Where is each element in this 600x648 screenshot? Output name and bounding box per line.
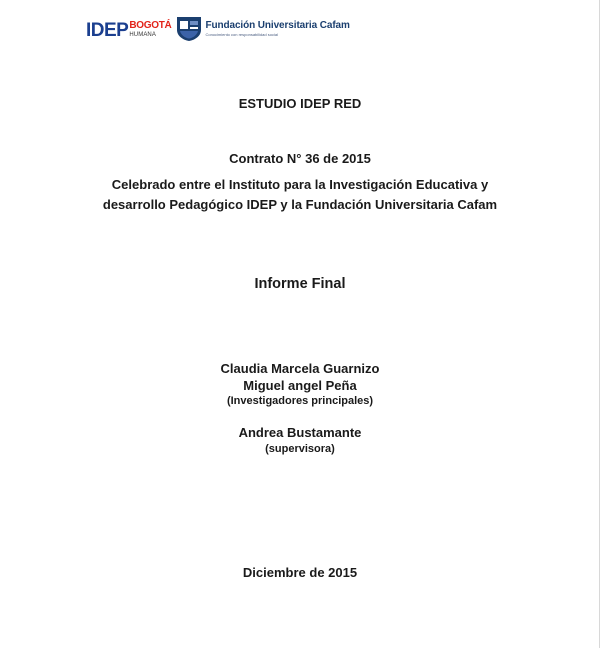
cafam-logo-tagline: Conocimiento con responsabilidad social (205, 32, 278, 37)
cafam-logo-name: Fundación Universitaria Cafam (205, 20, 350, 31)
cafam-logo (175, 14, 349, 44)
humana-logo-word: HUMANA (129, 32, 156, 38)
report-title: Informe Final (254, 276, 346, 292)
contract-number: Contrato N° 36 de 2015 (229, 151, 371, 166)
authors-role: (Investigadores principales) (226, 395, 374, 407)
idep-bogota-logo (86, 14, 171, 44)
supervisor-role: (supervisora) (265, 443, 335, 455)
author-name: Miguel angel Peña (243, 378, 357, 393)
document-date: Diciembre de 2015 (242, 565, 358, 580)
agreement-line-1: Celebrado entre el Instituto para la Investigación Educativa y (111, 177, 489, 192)
idep-logo-word: IDEP (86, 19, 129, 41)
supervisor-name: Andrea Bustamante (238, 425, 362, 440)
agreement-line-2: desarrollo Pedagógico IDEP y la Fundación Universitaria Cafam (102, 197, 498, 212)
bogota-humana-mark (129, 21, 171, 38)
cafam-shield-icon (175, 16, 203, 42)
cafam-logo-text (205, 21, 349, 37)
study-title: ESTUDIO IDEP RED (238, 96, 362, 111)
bogota-logo-word: BOGOTÁ (129, 20, 172, 31)
header-logos (86, 14, 350, 44)
author-name: Claudia Marcela Guarnizo (220, 361, 380, 376)
